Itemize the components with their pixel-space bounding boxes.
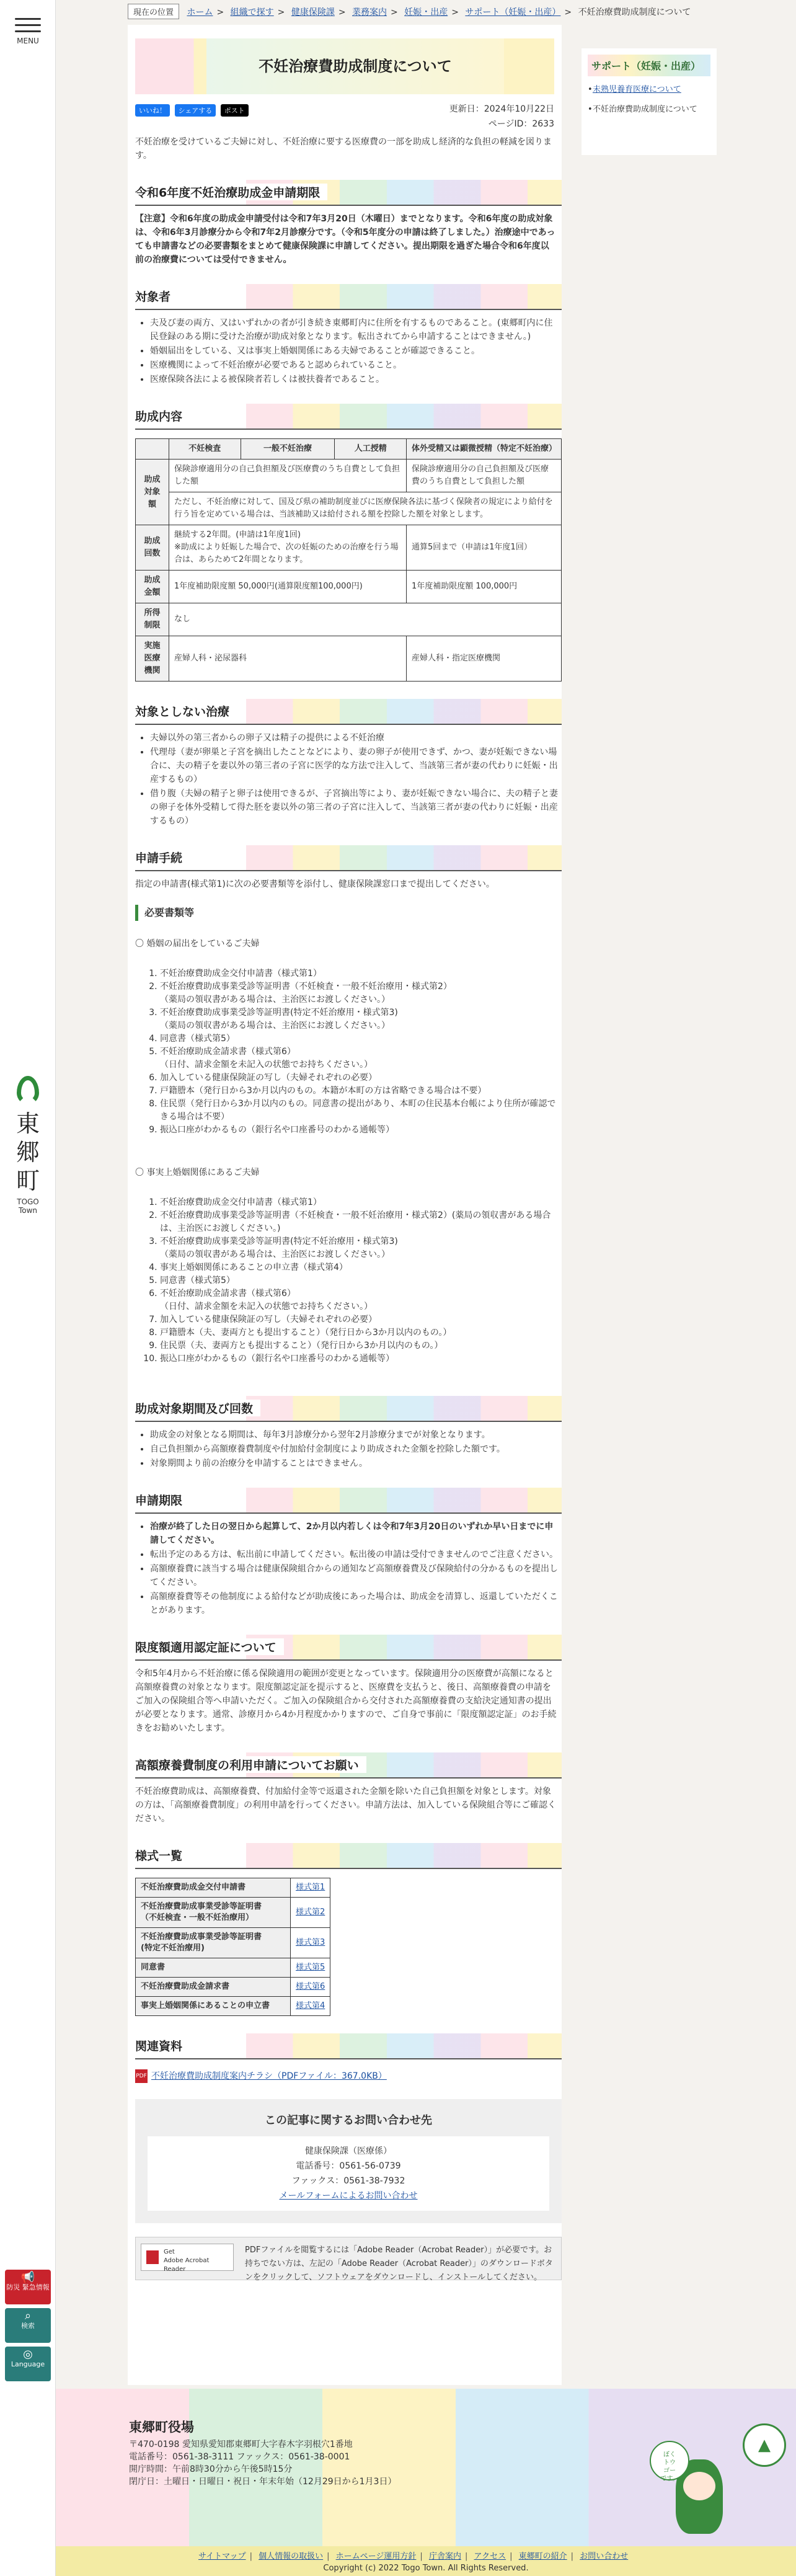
list-item: 8. 住民票（発行日から3か月以内のもの。同意書の提出があり、本町の住民基本台帳により住所が確認できる場合は不要） xyxy=(160,1098,557,1124)
table-row: 不妊治療費助成事業受診等証明書 （不妊検査・一般不妊治療用） 様式第2 xyxy=(136,1898,330,1928)
section-heading: 高額療養費制度の利用申請についてお願い xyxy=(135,1756,366,1773)
form-link[interactable]: 様式第5 xyxy=(296,1963,325,1972)
contact-title: この記事に関するお問い合わせ先 xyxy=(265,2114,432,2127)
contact-form-link[interactable]: メールフォームによるお問い合わせ xyxy=(279,2191,418,2201)
table-cell: 通算5回まで（申請は1年度1回） xyxy=(407,525,562,571)
list-item: 9. 振込口座がわかるもの（銀行名や口座番号のわかる通帳等） xyxy=(160,1124,557,1137)
contact-fax: ファックス：0561-38-7932 xyxy=(291,2176,405,2186)
breadcrumb-link[interactable]: 健康保険課 xyxy=(291,7,335,17)
side-nav-current: • 不妊治療費助成制度について xyxy=(588,104,710,116)
footer-phone: 電話番号：0561-38-3111 ファックス：0561-38-0001 xyxy=(129,2452,350,2462)
mascot-image xyxy=(650,2441,736,2540)
form-link[interactable]: 様式第6 xyxy=(296,1982,325,1991)
side-navigation xyxy=(582,48,717,155)
table-cell: 1年度補助限度額 100,000円 xyxy=(407,571,562,603)
section-heading: 対象者 xyxy=(135,288,178,304)
form-link[interactable]: 様式第3 xyxy=(296,1938,325,1947)
table-row: 不妊治療費助成金請求書 様式第6 xyxy=(136,1978,330,1997)
breadcrumb-link[interactable]: 妊娠・出産 xyxy=(404,7,448,17)
list-item: 2. 不妊治療費助成事業受診等証明書（不妊検査・一般不妊治療用・様式第2） （薬局の領収書がある場合は、主治医にお渡しください。） xyxy=(160,980,557,1006)
footer xyxy=(56,2389,796,2546)
footer-link[interactable]: 個人情報の取扱い xyxy=(259,2552,324,2561)
list-item: • 医療保険各法による被保険者若しくは被扶養者であること。 xyxy=(150,373,559,386)
breadcrumb-link[interactable]: 業務案内 xyxy=(352,7,387,17)
page-id: ページID：2633 xyxy=(488,119,554,129)
list-item: • 助成金の対象となる期間は、毎年3月診療分から翌年2月診療分までが対象となります。 xyxy=(150,1428,559,1442)
list-item: 7. 戸籍謄本（発行日から3か月以内のもの。本籍が本町の方は省略できる場合は不要） xyxy=(160,1085,557,1098)
deadline-notice: 【注意】令和6年度の助成金申請受付は令和7年3月20日（木曜日）までとなります。令和6年度の助成対象は、令和6年3月診療分から令和7年2月診療分です。（令和5年度分の申請は終了しました。）治療途中であっても申請書などの必要書類をまとめて健康保険課に申請してください。提出期限を過ぎた場合令和6年度以前の治療費については受付できません。 xyxy=(135,214,555,265)
section-heading: 申請手続 xyxy=(135,849,190,866)
section-heading: 申請期限 xyxy=(135,1491,190,1508)
list-item: 5. 不妊治療助成金請求書（様式第6） （日付、請求金額を未記入の状態でお持ちください。） xyxy=(160,1046,557,1072)
x-post-button[interactable]: ポスト xyxy=(221,104,249,117)
emergency-button[interactable]: 📢 防災 緊急情報 xyxy=(5,2270,51,2304)
footer-hours: 開庁時間：午前8時30分から午後5時15分 xyxy=(129,2464,293,2474)
table-cell: なし xyxy=(169,603,562,636)
table-cell: 継続する2年間。(申請は1年度1回) ※助成により妊娠した場合で、次の妊娠のための治療を行う場合は、あらためて2年間となります。 xyxy=(169,525,407,571)
list-item: • 高額療養費に該当する場合は健康保険組合からの通知など高額療養費及び保険給付の分かるものを提出してください。 xyxy=(150,1562,559,1589)
sidebar xyxy=(0,0,56,2576)
table-cell: ただし、不妊治療に対して、国及び県の補助制度並びに医療保険各法に基づく保険者の規定により給付を行う旨を定めている場合は、当該補助又は給付される額を控除した額を対象とします。 xyxy=(169,492,562,525)
list-item: • 医療機関によって不妊治療が必要であると認められていること。 xyxy=(150,358,559,372)
page-top-button[interactable] xyxy=(743,2423,786,2467)
list-item: • 対象期間より前の治療分を申請することはできません。 xyxy=(150,1457,559,1470)
arrow-up-icon: ▲ xyxy=(758,2436,771,2454)
section-heading: 対象としない治療 xyxy=(135,703,237,719)
footer-link[interactable]: ホームページ運用方針 xyxy=(335,2552,417,2561)
eligibility-list xyxy=(150,316,559,386)
breadcrumb: 現在の位置 ホーム > 組織で探す > 健康保険課 > 業務案内 > 妊娠・出産 > サポート（妊娠・出産） > 不妊治療費助成制度について xyxy=(128,4,704,20)
pdf-icon: PDF xyxy=(135,2069,148,2083)
limit-certificate-text: 令和5年4月から不妊治療に係る保険適用の範囲が変更となっています。保険適用分の医療費が高額になると高額療養費の対象となります。限度額認定証を提示すると、医療費を支払うと、後日、高額療養費の申請をご加入の保険組合等へ申請いただく。ご加入の保険組合から交付された高額療養費の支給決定通知書の提出が必要となります。通常、診療月から4か月程度かかりますので、ご自身で事前に「限度額認定証」のお手続きをお勧めいたします。 xyxy=(135,1669,557,1733)
side-nav-link[interactable]: 未熟児養育医療について xyxy=(593,85,681,94)
list-item: • 転出予定のある方は、転出前に申請してください。転出後の申請は受付できませんのでご注意ください。 xyxy=(150,1548,559,1561)
main-content xyxy=(128,25,562,2385)
case-heading: 〇 事実上婚姻関係にあるご夫婦 xyxy=(135,1168,260,1178)
adobe-notice xyxy=(135,2237,562,2280)
copyright: Copyright (c) 2022 Togo Town. All Rights Reserved. xyxy=(323,2564,529,2573)
section-heading: 助成対象期間及び回数 xyxy=(135,1400,260,1416)
table-header: 体外受精又は顕微授精（特定不妊治療） xyxy=(407,439,562,460)
form-link[interactable]: 様式第1 xyxy=(296,1883,325,1892)
table-cell: 1年度補助限度額 50,000円(通算限度額100,000円) xyxy=(169,571,407,603)
deadline-list xyxy=(150,1520,559,1617)
contact-tel: 電話番号：0561-56-0739 xyxy=(296,2161,401,2171)
footer-office-name: 東郷町役場 xyxy=(129,2420,194,2435)
table-cell: 保険診療適用分の自己負担額及び医療費のうち自費として負担した額 xyxy=(407,460,562,492)
row-header: 助成回数 xyxy=(136,525,169,571)
list-item: 7. 加入している健康保険証の写し（夫婦それぞれの必要） xyxy=(160,1313,557,1326)
list-item: 3. 不妊治療費助成事業受診等証明書(特定不妊治療用・様式第3) （薬局の領収書がある場合は、主治医にお渡しください。） xyxy=(160,1235,557,1261)
pdf-download-link[interactable]: 不妊治療費助成制度案内チラシ（PDFファイル：367.0KB） xyxy=(151,2071,387,2081)
list-item: • 高額療養費等その他制度による給付などが助成後にあった場合は、助成金を清算し、返還していただくことがあります。 xyxy=(150,1590,559,1617)
breadcrumb-link[interactable]: サポート（妊娠・出産） xyxy=(465,7,561,17)
list-item: 1. 不妊治療費助成金交付申請書（様式第1） xyxy=(160,1196,557,1209)
list-item: • 夫婦以外の第三者からの卵子又は精子の提供による不妊治療 xyxy=(150,731,559,745)
list-item: 2. 不妊治療費助成事業受診等証明書（不妊検査・一般不妊治療用・様式第2）(薬局の領収書がある場合は、主治医にお渡しください。) xyxy=(160,1209,557,1235)
form-link[interactable]: 様式第4 xyxy=(296,2001,325,2010)
contact-dept: 健康保険課（医療係） xyxy=(305,2146,392,2156)
globe-icon: ◎ xyxy=(23,2348,33,2361)
contact-box xyxy=(135,2099,562,2223)
table-row: 不妊治療費助成事業受診等証明書 (特定不妊治療用) 様式第3 xyxy=(136,1928,330,1958)
list-item: 5. 同意書（様式第5） xyxy=(160,1274,557,1287)
town-emblem-icon xyxy=(17,1076,39,1104)
footer-link[interactable]: サイトマップ xyxy=(198,2552,246,2561)
table-header: 不妊検査 xyxy=(169,439,241,460)
section-heading: 関連資料 xyxy=(135,2037,190,2054)
footer-link[interactable]: 東郷町の紹介 xyxy=(518,2552,567,2561)
procedure-text: 指定の申請書(様式第1)に次の必要書類等を添付し、健康保険課窓口まで提出してください。 xyxy=(135,879,495,889)
section-heading: 助成内容 xyxy=(135,407,190,424)
list-item: 10. 振込口座がわかるもの（銀行名や口座番号のわかる通帳等） xyxy=(160,1352,557,1366)
list-item: 3. 不妊治療費助成事業受診等証明書(特定不妊治療用・様式第3) （薬局の領収書がある場合は、主治医にお渡しください。） xyxy=(160,1006,557,1033)
subsidy-table xyxy=(135,438,562,682)
search-icon: ⌕ xyxy=(24,2309,32,2322)
breadcrumb-label: 現在の位置 xyxy=(128,4,179,19)
list-item: • 婚姻届出をしている、又は事実上婚姻関係にある夫婦であることが確認できること。 xyxy=(150,344,559,358)
documents-list-married xyxy=(160,954,557,1150)
list-item: 9. 住民票（夫、妻両方とも提出すること）（発行日から3か月以内のもの。） xyxy=(160,1339,557,1352)
row-header: 助成金額 xyxy=(136,571,169,603)
menu-label: MENU xyxy=(17,37,39,45)
forms-table xyxy=(135,1878,330,2016)
mascot-speech: ぼく トウ ゴー です。 xyxy=(650,2441,689,2481)
town-logo[interactable] xyxy=(12,1076,43,1215)
list-item: 4. 同意書（様式第5） xyxy=(160,1033,557,1046)
breadcrumb-link[interactable]: ホーム xyxy=(187,7,213,17)
table-header: 一般不妊治療 xyxy=(241,439,335,460)
menu-icon xyxy=(15,18,41,20)
table-cell: 産婦人科・指定医療機関 xyxy=(407,636,562,682)
row-header: 助成対象額 xyxy=(136,460,169,525)
search-button[interactable]: ⌕ 検索 xyxy=(5,2308,51,2343)
list-item: • 借り腹（夫婦の精子と卵子は使用できるが、子宮摘出等により、妻が妊娠できない場合に、夫の精子と妻の卵子を体外受精して得た胚を妻以外の第三者の子宮に注入して、当該第三者が妻の代わりに妊娠・出産するもの） xyxy=(150,787,559,828)
table-row: 事実上婚姻関係にあることの申立書 様式第4 xyxy=(136,1997,330,2016)
footer-link[interactable]: お問い合わせ xyxy=(580,2552,629,2561)
facebook-share-button[interactable]: シェアする xyxy=(175,104,216,117)
section-heading: 様式一覧 xyxy=(135,1847,190,1863)
section-heading: 令和6年度不妊治療助成金申請期限 xyxy=(135,184,327,200)
intro-text: 不妊治療を受けているご夫婦に対し、不妊治療に要する医療費の一部を助成し経済的な負担の軽減を図ります。 xyxy=(135,137,552,161)
breadcrumb-link[interactable]: 組織で探す xyxy=(230,7,274,17)
list-item: • 夫及び妻の両方、又はいずれかの者が引き続き東郷町内に住所を有するものであること。(東郷町内に住民登録のある期に受けた治療が助成対象となります。転出されてから申請することはできません。) xyxy=(150,316,559,344)
adobe-text: PDFファイルを閲覧するには「Adobe Reader（Acrobat Reader）」が必要です。お持ちでない方は、左記の「Adobe Reader（Acrobat Reader）」のダウンロードボタンをクリックして、ソフトウェアをダウンロードし、インストールしてください。 xyxy=(245,2245,553,2282)
form-link[interactable]: 様式第2 xyxy=(296,1908,325,1917)
footer-nav: サイトマップ | 個人情報の取扱い | ホームページ運用方針 | 庁舎案内 | アクセス | 東郷町の紹介 | お問い合わせ Copyright (c) 2022 Togo Town. All Rights Reserved. xyxy=(56,2546,796,2576)
footer-link[interactable]: 庁舎案内 xyxy=(428,2552,461,2561)
get-adobe-reader-button[interactable]: Get Adobe Acrobat Reader xyxy=(141,2244,234,2271)
table-header: 人工授精 xyxy=(335,439,407,460)
high-cost-text: 不妊治療費助成は、高額療養費、付加給付金等で返還された金額を除いた自己負担額を対象とします。対象の方は、「高額療養費制度」の利用申請を行ってください。申請方法は、加入している保険組合等にご確認ください。 xyxy=(135,1787,556,1824)
list-item: 6. 不妊治療助成金請求書（様式第6） （日付、請求金額を未記入の状態でお持ちください。） xyxy=(160,1287,557,1313)
updated-date: 更新日：2024年10月22日 xyxy=(449,104,554,114)
menu-button[interactable] xyxy=(11,14,45,45)
table-cell: 保険診療適用分の自己負担額及び医療費のうち自費として負担した額 xyxy=(169,460,407,492)
row-header: 所得制限 xyxy=(136,603,169,636)
facebook-like-button[interactable]: いいね！ xyxy=(135,104,170,117)
subsection-heading: 必要書類等 xyxy=(135,905,562,921)
language-button[interactable]: ◎ Language xyxy=(5,2347,51,2381)
breadcrumb-current: 不妊治療費助成制度について xyxy=(578,7,691,17)
section-heading: 限度額適用認定証について xyxy=(135,1638,284,1655)
megaphone-icon: 📢 xyxy=(20,2271,35,2284)
row-header: 実施医療機関 xyxy=(136,636,169,682)
list-item: 6. 加入している健康保険証の写し（夫婦それぞれの必要） xyxy=(160,1072,557,1085)
side-nav-title: サポート（妊娠・出産） xyxy=(588,55,710,76)
footer-closed: 閉庁日：土曜日・日曜日・祝日・年末年始（12月29日から1月3日） xyxy=(129,2477,397,2487)
excluded-list xyxy=(150,731,559,828)
period-list xyxy=(150,1428,559,1470)
town-name-en: TOGO Town xyxy=(17,1197,39,1215)
footer-address: 〒470-0198 愛知県愛知郡東郷町大字春木字羽根穴1番地 xyxy=(129,2440,353,2449)
list-item: • 治療が終了した日の翌日から起算して、2か月以内若しくは令和7年3月20日のいずれか早い日までに申請してください。 xyxy=(150,1520,559,1547)
town-name: 東郷町 xyxy=(15,1110,40,1194)
footer-link[interactable]: アクセス xyxy=(474,2552,506,2561)
list-item: 8. 戸籍謄本（夫、妻両方とも提出すること）（発行日から3か月以内のもの。） xyxy=(160,1326,557,1339)
list-item: 4. 事実上婚姻関係にあることの申立書（様式第4） xyxy=(160,1261,557,1274)
table-row: 同意書 様式第5 xyxy=(136,1958,330,1978)
case-heading: 〇 婚姻の届出をしているご夫婦 xyxy=(135,939,260,949)
list-item: 1. 不妊治療費助成金交付申請書（様式第1） xyxy=(160,967,557,980)
table-cell: 産婦人科・泌尿器科 xyxy=(169,636,407,682)
table-row: 不妊治療費助成金交付申請書 様式第1 xyxy=(136,1878,330,1898)
list-item: • 代理母（妻が卵巣と子宮を摘出したことなどにより、妻の卵子が使用できず、かつ、妻が妊娠できない場合に、夫の精子を妻以外の第三者の子宮に医学的な方法で注入して、当該第三者が妻の代わりに妊娠・出産するもの） xyxy=(150,745,559,786)
documents-list-common-law xyxy=(160,1183,557,1379)
list-item: • 自己負担額から高額療養費制度や付加給付金制度により助成された金額を控除した額です。 xyxy=(150,1442,559,1456)
page-title: 不妊治療費助成制度について xyxy=(206,38,504,94)
